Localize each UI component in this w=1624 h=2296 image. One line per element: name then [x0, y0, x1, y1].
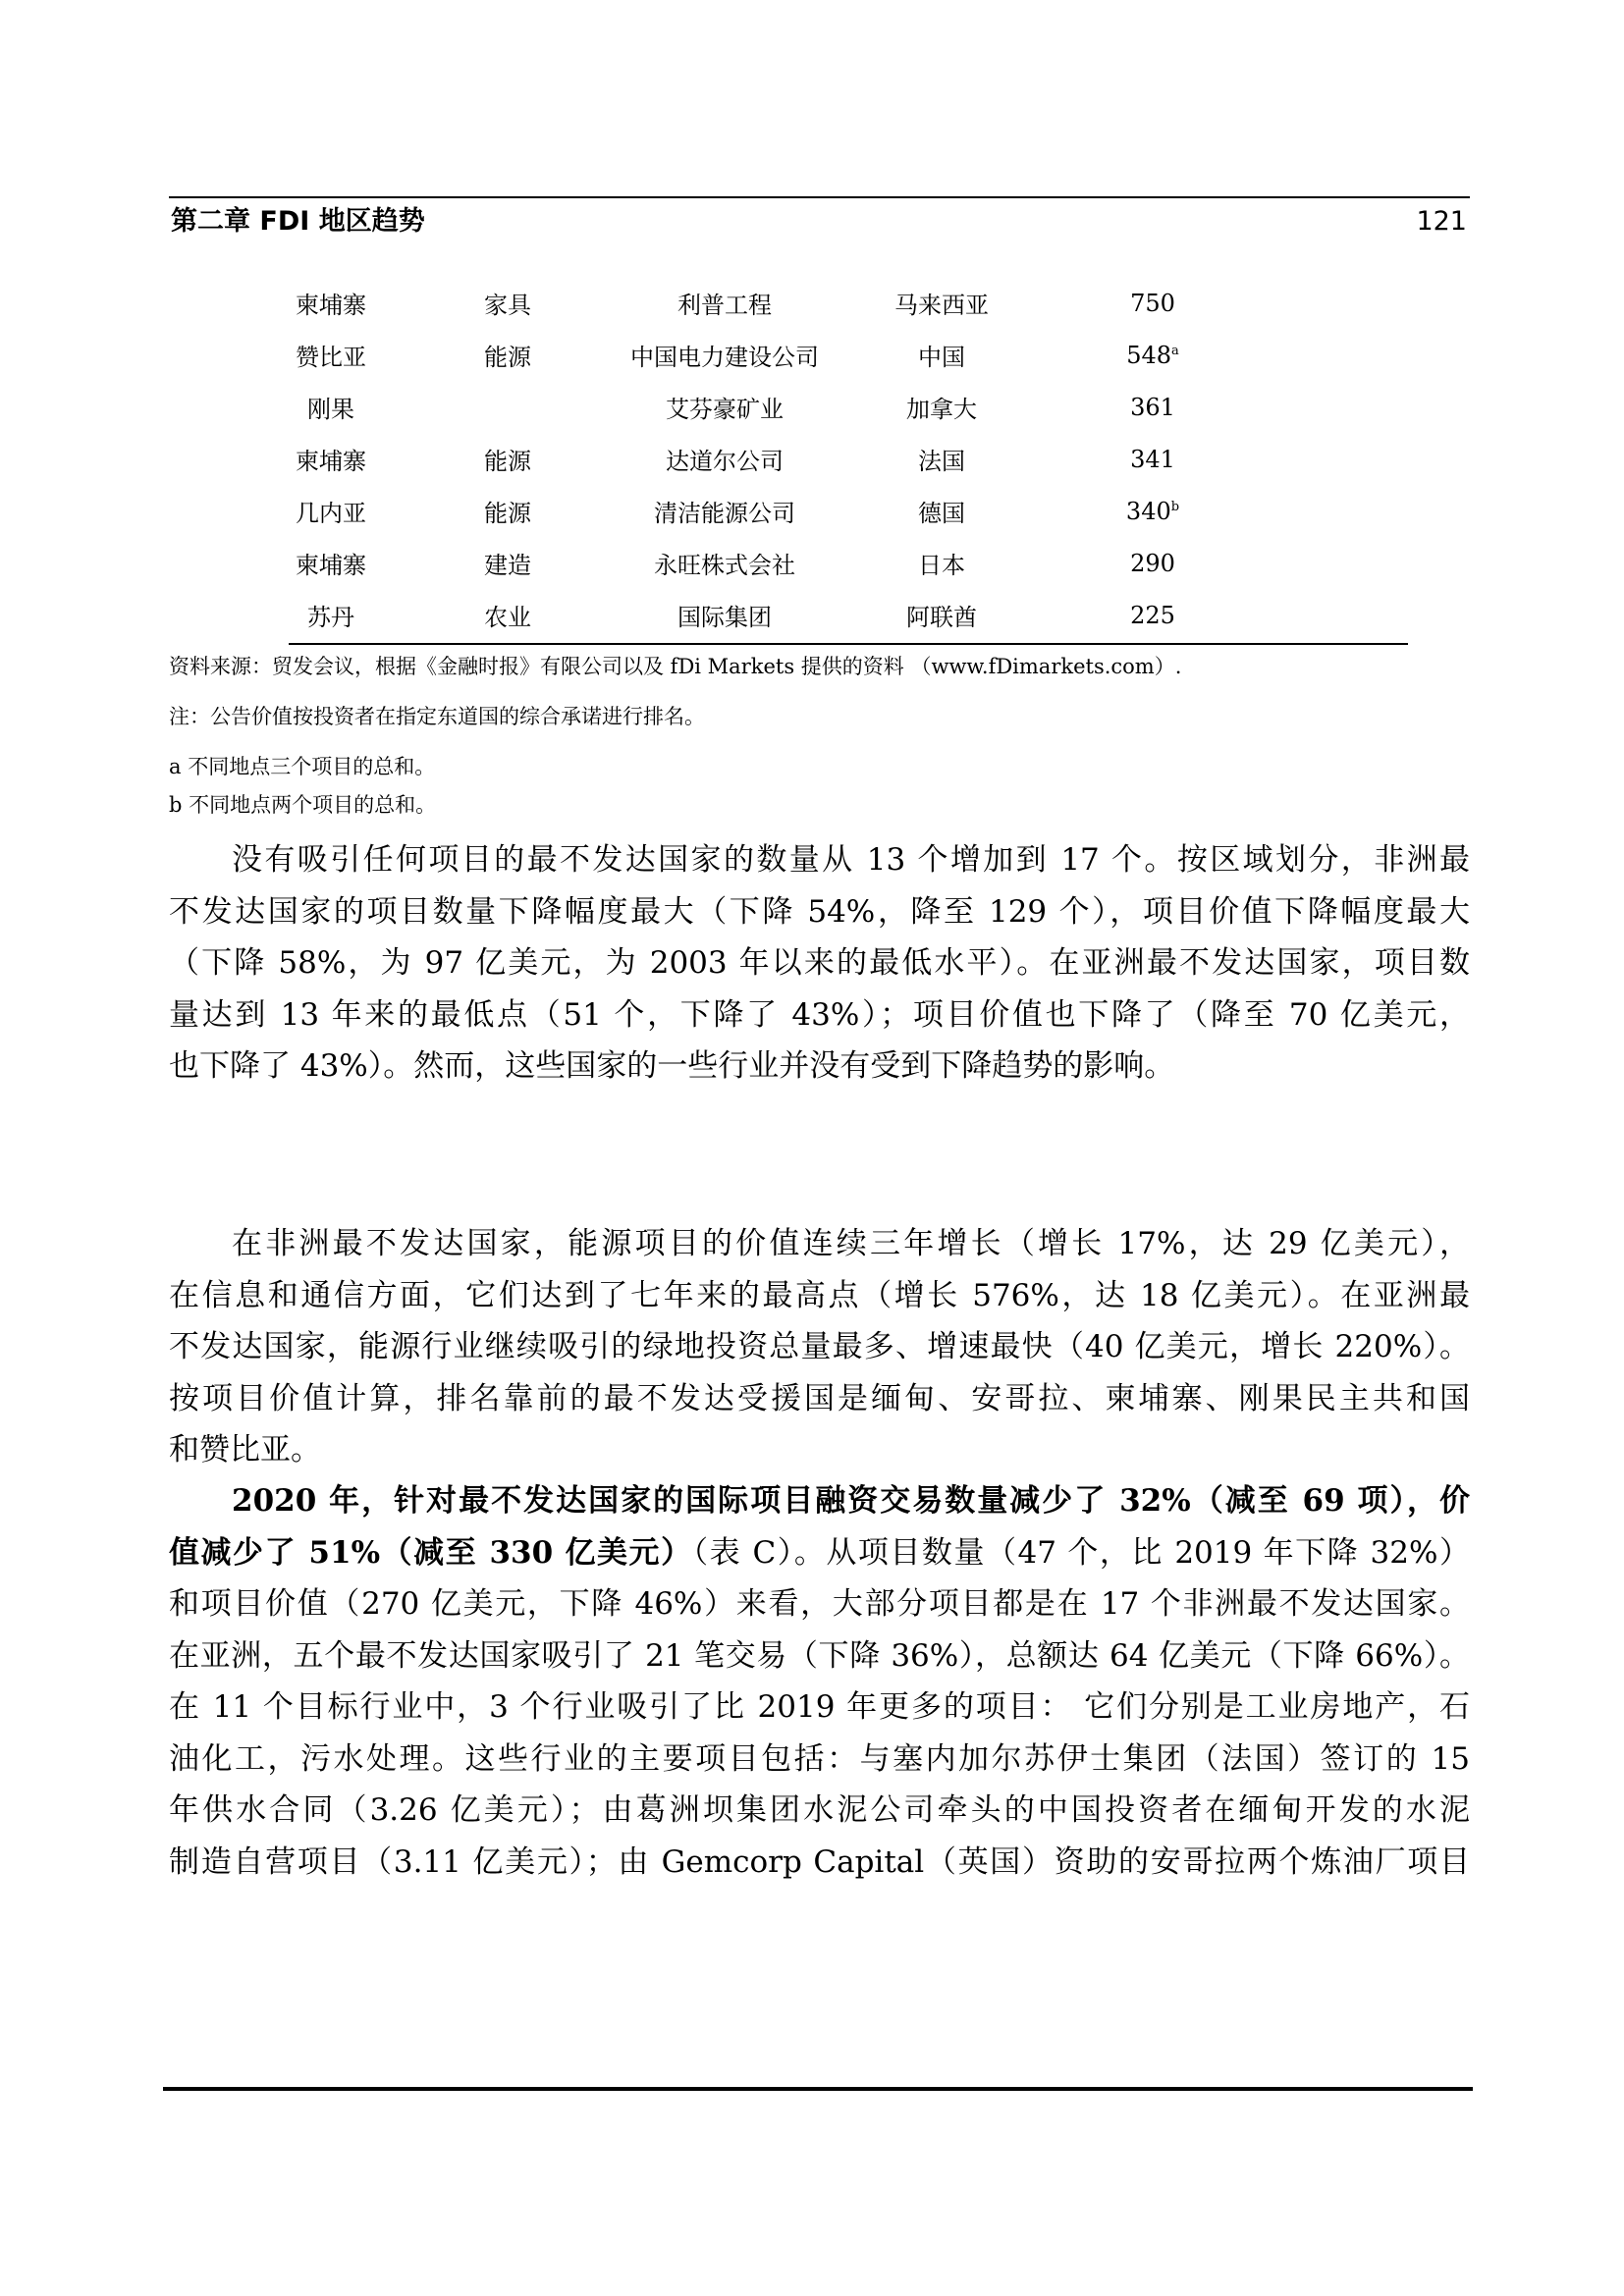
paragraph-line: [169, 1527, 1470, 1579]
table-row: [277, 277, 1241, 329]
paragraph-line: （下降 58%，为 97 亿美元，为 2003 年以来的最低水平）。在亚洲最不发达国家，项目数: [169, 945, 1470, 981]
table-bottom-rule: [289, 643, 1408, 645]
company-cell: 利普工程: [677, 292, 772, 319]
footnote-b: b 不同地点两个项目的总和。: [169, 793, 437, 817]
value-text: 290: [1130, 549, 1175, 577]
host-country-cell: 几内亚: [296, 500, 366, 527]
table-row: [277, 381, 1241, 433]
host-country-cell: 柬埔寨: [296, 448, 366, 475]
table-row: [277, 329, 1241, 381]
value-text: 361: [1130, 393, 1175, 421]
value-cell: [1064, 589, 1241, 641]
ranking-note: 注：公告价值按投资者在指定东道国的综合承诺进行排名。: [169, 705, 705, 728]
sector-cell: 能源: [484, 500, 531, 527]
sector-cell: 家具: [484, 292, 531, 319]
home-country-cell: 加拿大: [906, 396, 977, 423]
sector-cell: 能源: [484, 344, 531, 371]
host-country-cell: 赞比亚: [296, 344, 366, 371]
value-text: 340: [1125, 497, 1171, 525]
host-country-cell: 柬埔寨: [296, 292, 366, 319]
value-cell: [1064, 433, 1241, 485]
paragraph-line: 年供水合同（3.26 亿美元）；由葛洲坝集团水泥公司牵头的中国投资者在缅甸开发的水泥: [169, 1792, 1470, 1828]
home-country-cell: 法国: [918, 448, 965, 475]
company-cell: 清洁能源公司: [654, 500, 795, 527]
paragraph-line: 在亚洲，五个最不发达国家吸引了 21 笔交易（下降 36%），总额达 64 亿美元（下降 66%）。: [169, 1637, 1470, 1674]
source-note: 资料来源：贸发会议，根据《金融时报》有限公司以及 fDi Markets 提供的资料 （www.fDimarkets.com）.: [169, 655, 1182, 678]
project-table: [277, 277, 1241, 641]
value-text: 341: [1130, 445, 1175, 473]
paragraph-line: 在 11 个目标行业中，3 个行业吸引了比 2019 年更多的项目： 它们分别是工业房地产，石: [169, 1689, 1470, 1725]
bold-lead-text: 值减少了 51%（减至 330 亿美元）: [169, 1534, 693, 1571]
value-text: 548: [1126, 341, 1172, 369]
paragraph-line: 不发达国家的项目数量下降幅度最大（下降 54%，降至 129 个），项目价值下降幅度最大: [169, 893, 1470, 930]
value-cell: [1064, 381, 1241, 433]
table-row: [277, 537, 1241, 589]
paragraph-line: 不发达国家，能源行业继续吸引的绿地投资总量最多、增速最快（40 亿美元，增长 220%）。: [169, 1329, 1470, 1364]
paragraph-line: 也下降了 43%）。然而，这些国家的一些行业并没有受到下降趋势的影响。: [169, 1048, 1175, 1084]
company-cell: 达道尔公司: [666, 448, 784, 475]
home-country-cell: 日本: [918, 552, 965, 579]
footnote-mark: a: [1171, 343, 1179, 358]
paragraph-line: 制造自营项目（3.11 亿美元）；由 Gemcorp Capital（英国）资助的安哥拉两个炼油厂项目: [169, 1843, 1470, 1880]
company-cell: 永旺株式会社: [654, 552, 795, 579]
chapter-header: 第二章 FDI 地区趋势: [171, 206, 425, 237]
body-paragraph: [169, 834, 1470, 1093]
paragraph-line: 和赞比亚。: [169, 1432, 321, 1468]
value-cell: [1064, 537, 1241, 589]
footnote-mark: b: [1170, 499, 1180, 514]
paragraph-line: 在信息和通信方面，它们达到了七年来的最高点（增长 576%，达 18 亿美元）。在亚洲最: [169, 1277, 1470, 1313]
paragraph-text: （表 C）。从项目数量（47 个，比 2019 年下降 32%）: [692, 1534, 1470, 1571]
sector-cell: 农业: [484, 604, 531, 631]
table-row: [277, 589, 1241, 641]
page-number: 121: [1416, 206, 1467, 237]
paragraph-line: 油化工，污水处理。这些行业的主要项目包括：与塞内加尔苏伊士集团（法国）签订的 15: [169, 1740, 1470, 1777]
home-country-cell: 德国: [918, 500, 965, 527]
host-country-cell: 刚果: [307, 396, 354, 423]
bold-lead-line: 2020 年，针对最不发达国家的国际项目融资交易数量减少了 32%（减至 69 项），价: [232, 1483, 1470, 1519]
home-country-cell: 阿联酋: [906, 604, 977, 631]
home-country-cell: 中国: [918, 344, 965, 371]
company-cell: 艾芬豪矿业: [666, 396, 784, 423]
paragraph-line: 量达到 13 年来的最低点（51 个，下降了 43%）；项目价值也下降了（降至 70 亿美元，: [169, 996, 1470, 1033]
footnote-a: a 不同地点三个项目的总和。: [169, 755, 436, 778]
paragraph-line: 在非洲最不发达国家，能源项目的价值连续三年增长（增长 17%，达 29 亿美元），: [232, 1226, 1470, 1261]
value-cell: [1064, 277, 1241, 329]
paragraph-line: 按项目价值计算，排名靠前的最不发达受援国是缅甸、安哥拉、柬埔寨、刚果民主共和国: [169, 1380, 1470, 1416]
paragraph-line: 和项目价值（270 亿美元，下降 46%）来看，大部分项目都是在 17 个非洲最不发达国家。: [169, 1586, 1470, 1622]
footer-rule: [163, 2087, 1473, 2091]
value-cell: [1064, 485, 1241, 537]
value-text: 750: [1130, 289, 1175, 317]
body-paragraph: [169, 1475, 1470, 1888]
body-paragraph: [169, 1218, 1470, 1476]
value-text: 225: [1130, 601, 1175, 629]
company-cell: 国际集团: [677, 604, 772, 631]
paragraph-line: 没有吸引任何项目的最不发达国家的数量从 13 个增加到 17 个。按区域划分，非洲最: [232, 842, 1470, 878]
header-rule: [169, 196, 1470, 198]
sector-cell: 建造: [484, 552, 531, 579]
table-row: [277, 485, 1241, 537]
host-country-cell: 苏丹: [307, 604, 354, 631]
value-cell: [1064, 329, 1241, 381]
table-row: [277, 433, 1241, 485]
home-country-cell: 马来西亚: [894, 292, 989, 319]
company-cell: 中国电力建设公司: [630, 344, 819, 371]
sector-cell: [385, 381, 630, 433]
sector-cell: 能源: [484, 448, 531, 475]
host-country-cell: 柬埔寨: [296, 552, 366, 579]
